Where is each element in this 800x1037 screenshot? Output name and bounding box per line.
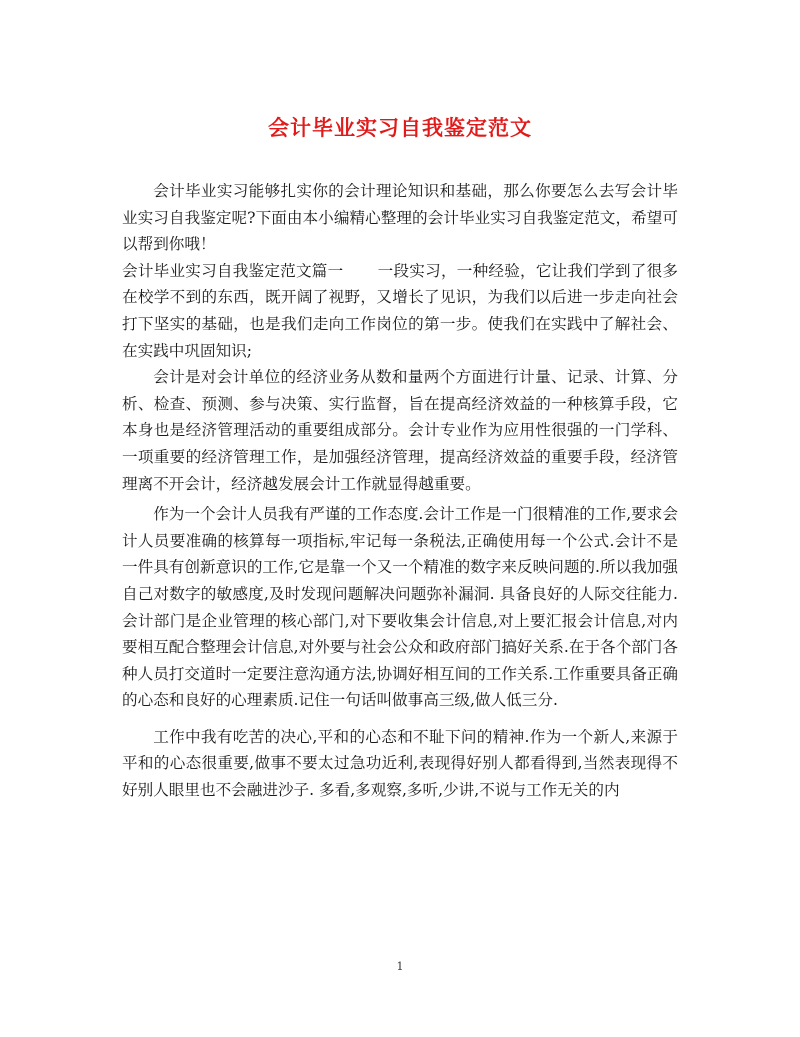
section-first-text: 一段实习，一种经验，它让我们学到了很多在校学不到的东西，既开阔了视野，又增长了见识，为我们以后进一步走向社会打下坚实的基础，也是我们走向工作岗位的第一步。使我们在实践中了解社会、在实践中巩固知识; [122, 261, 678, 360]
intro-paragraph: 会计毕业实习能够扎实你的会计理论知识和基础，那么你要怎么去写会计毕业实习自我鉴定呢?下面由本小编精心整理的会计毕业实习自我鉴定范文，希望可以帮到你哦！ [122, 182, 678, 254]
page-number: 1 [396, 960, 404, 973]
body-paragraph: 作为一个会计人员我有严谨的工作态度.会计工作是一门很精准的工作,要求会计人员要准确的核算每一项指标,牢记每一条税法,正确使用每一个公式.会计不是一件具有创新意识的工作,它是靠一个又一个精准的数字来反映问题的.所以我加强自己对数字的敏感度,及时发现问题解决问题弥补漏洞. 具备良好的人际交往能力.会计部门是企业管理的核心部门,对下要收集会计信息,对上要汇报会计信息,对内要相互配合整理会计信息,对外要与社会公众和政府部门搞好关系.在于各个部门各种人员打交道时一定要注意沟通方法,协调好相互间的工作关系.工作重要具备正确的心态和良好的心理素质.记住一句话叫做事高三级,做人低三分. [122, 505, 678, 710]
document-title: 会计毕业实习自我鉴定范文 [268, 115, 532, 140]
document-body [122, 178, 678, 804]
section-paragraph [122, 258, 678, 364]
body-paragraph: 工作中我有吃苦的决心,平和的心态和不耻下问的精神.作为一个新人,来源于 平和的心态很重要,做事不要太过急功近利,表现得好别人都看得到,当然表现得不好别人眼里也不会融进沙子. 多看,多观察,多听,少讲,不说与工作无关的内 [122, 727, 678, 800]
body-paragraph: 会计是对会计单位的经济业务从数和量两个方面进行计量、记录、计算、分析、检查、预测、参与决策、实行监督，旨在提高经济效益的一种核算手段，它本身也是经济管理活动的重要组成部分。会计专业作为应用性很强的一门学科、一项重要的经济管理工作，是加强经济管理，提高经济效益的重要手段，经济管理离不开会计，经济越发展会计工作就显得越重要。 [122, 368, 678, 493]
section-heading: 会计毕业实习自我鉴定范文篇一 [122, 261, 344, 280]
